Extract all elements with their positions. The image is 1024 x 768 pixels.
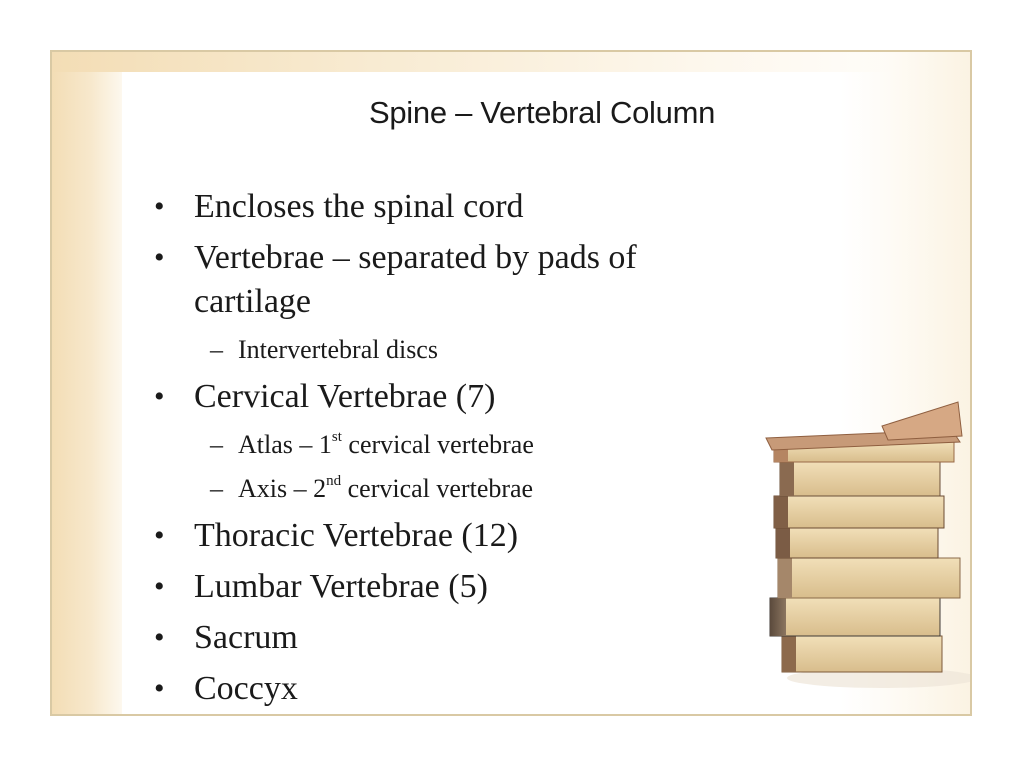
- sub-bullet-item: [152, 332, 752, 368]
- bullet-text: Vertebrae – separated by pads of cartilage: [194, 239, 637, 320]
- bullet-item: [152, 565, 752, 609]
- sub-bullet-marker: –: [210, 335, 223, 364]
- sub-bullet-marker: –: [210, 430, 223, 459]
- bullet-item: [152, 667, 752, 711]
- bullet-marker: •: [154, 380, 165, 413]
- bullet-marker: •: [154, 672, 165, 705]
- decorative-wash-top: [52, 52, 970, 72]
- bullet-text: Coccyx: [194, 670, 298, 707]
- bullet-item: [152, 185, 752, 229]
- bullet-marker: •: [154, 570, 165, 603]
- bullet-marker: •: [154, 519, 165, 552]
- sub-bullet-text-prefix: Axis – 2: [238, 474, 327, 503]
- sub-bullet-item: [152, 471, 752, 507]
- slide-title: Spine – Vertebral Column: [368, 95, 716, 130]
- sub-bullet-item: [152, 427, 752, 463]
- bullet-marker: •: [154, 190, 165, 223]
- bullet-item: [152, 236, 752, 324]
- bullet-text: Encloses the spinal cord: [194, 188, 524, 225]
- ordinal-superscript: st: [331, 429, 342, 446]
- bullet-item: [152, 616, 752, 660]
- ordinal-superscript: nd: [326, 473, 342, 490]
- bullet-text: Cervical Vertebrae (7): [194, 378, 496, 415]
- bullet-item: [152, 514, 752, 558]
- bullet-marker: •: [154, 241, 165, 274]
- stack-of-books-image: [762, 378, 972, 698]
- sub-bullet-text-prefix: Atlas – 1: [238, 430, 332, 459]
- slide-frame: [50, 50, 972, 716]
- sub-bullet-marker: –: [210, 474, 223, 503]
- decorative-wash-left: [52, 52, 122, 714]
- bullet-text: Sacrum: [194, 619, 298, 656]
- sub-bullet-text-suffix: cervical vertebrae: [341, 430, 534, 459]
- bullet-text: Lumbar Vertebrae (5): [194, 568, 488, 605]
- bullet-item: [152, 375, 752, 419]
- bullet-text: Thoracic Vertebrae (12): [194, 517, 519, 554]
- bullet-marker: •: [154, 621, 165, 654]
- bullet-list: [152, 185, 752, 711]
- sub-bullet-text-suffix: cervical vertebrae: [341, 474, 534, 503]
- sub-bullet-text: Intervertebral discs: [238, 335, 438, 364]
